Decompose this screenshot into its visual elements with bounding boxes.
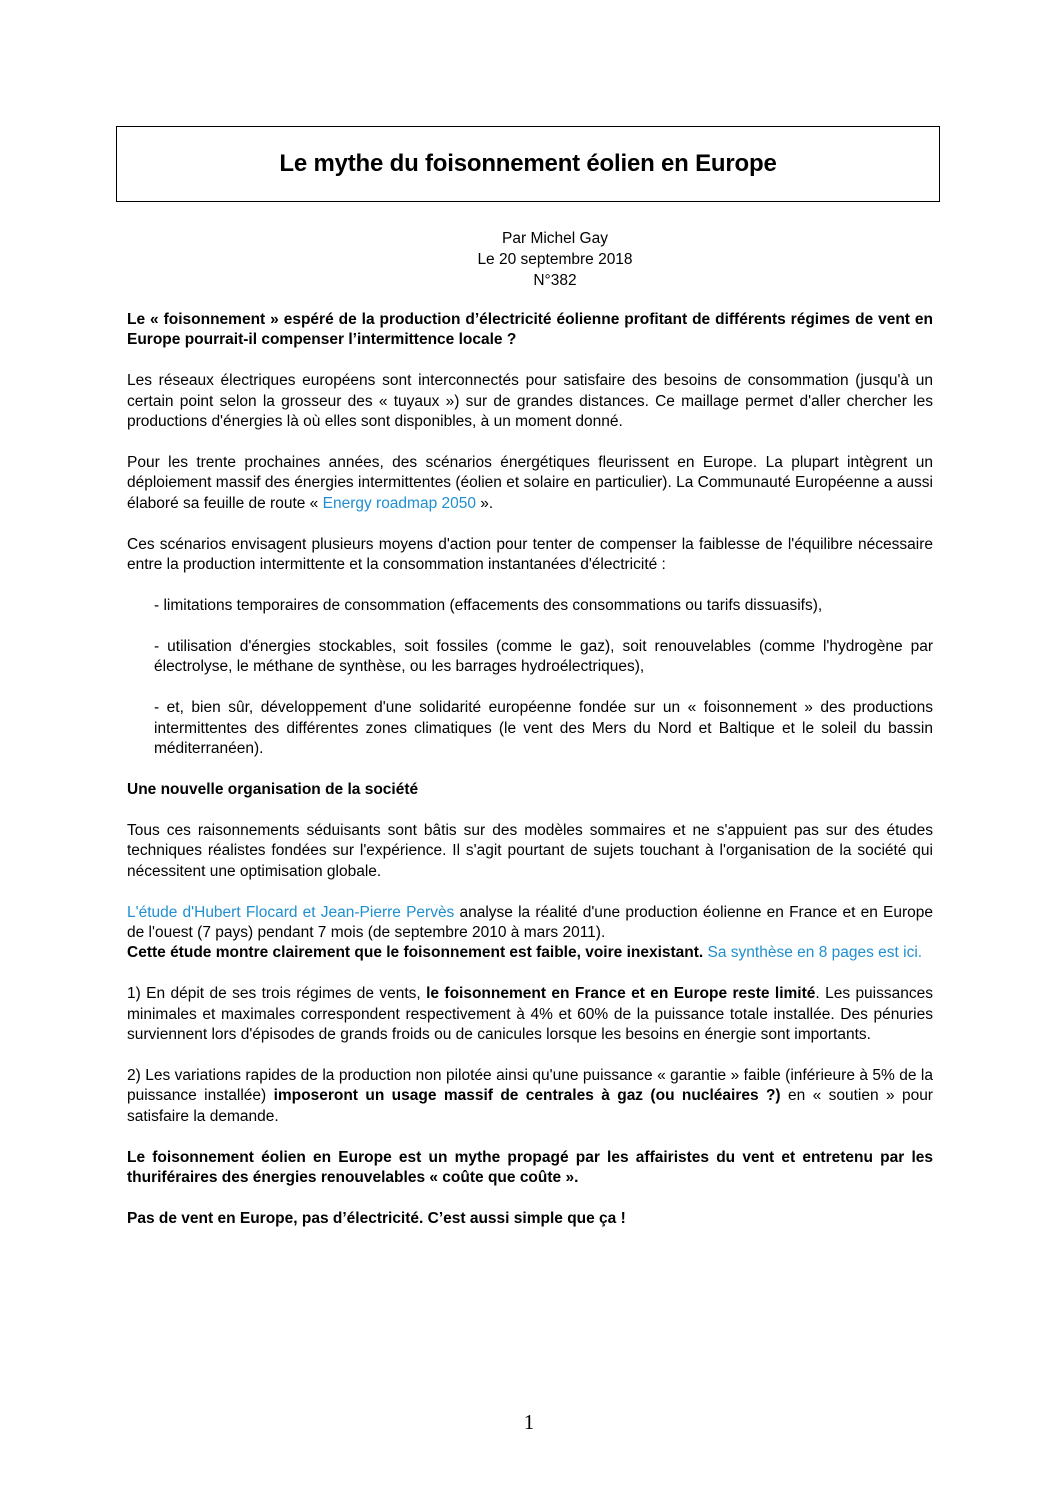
document-title: Le mythe du foisonnement éolien en Europe: [279, 150, 777, 177]
author: Par Michel Gay: [502, 230, 608, 247]
point-2-lead: 2) Les variations rapides de la production non pilotée ainsi qu'une puissance « garantie » faible (inférieure à 5% de la puissance installée): [127, 1067, 933, 1105]
synthesis-link[interactable]: Sa synthèse en 8 pages est ici.: [707, 944, 923, 962]
study-conclusion-bold: Cette étude montre clairement que le foisonnement est faible, voire inexistant: [127, 944, 699, 962]
paragraph-myth: Le foisonnement éolien en Europe est un mythe propagé par les affairistes du vent et entretenu par les thuriféraires des énergies renouvelables « coûte que coûte ».: [127, 1148, 933, 1187]
paragraph-scenarios-end: ».: [476, 494, 494, 512]
point-1-lead: 1) En dépit de ses trois régimes de vents,: [127, 985, 427, 1003]
paragraph-point-2: [127, 1066, 933, 1127]
paragraph-study: [127, 903, 933, 944]
paragraph-scenarios-text: Pour les trente prochaines années, des scénarios énergétiques fleurissent en Europe. La plupart intègrent un déploiement massif des énergies intermittentes (éolien et solaire en particulier). La Communauté Européenne a aussi élaboré sa feuille de route «: [127, 454, 933, 512]
point-1-text: . Les puissances minimales et maximales correspondent respectivement à 4% et 60% de la puissance totale installée. Des pénuries surviennent lors d'épisodes de grands froids ou de canicules lorsque les besoins en énergie sont importants.: [127, 985, 933, 1044]
paragraph-point-1: [127, 984, 933, 1045]
intro-paragraph: Le « foisonnement » espéré de la production d’électricité éolienne profitant de différents régimes de vent en Europe pourrait-il compenser l’intermittence locale ?: [127, 311, 933, 349]
paragraph-networks: Les réseaux électriques européens sont interconnectés pour satisfaire des besoins de consommation (jusqu'à un certain point selon la grosseur des « tuyaux ») sur de grandes distances. Ce maillage permet d'aller chercher les productions d'énergies là où elles sont disponibles, à un moment donné.: [127, 372, 933, 431]
paragraph-reasoning: Tous ces raisonnements séduisants sont bâtis sur des modèles sommaires et ne s'appuient pas sur des études techniques réalistes fondées sur l'expérience. Il s'agit pourtant de sujets touchant à l'organisation de la société qui nécessitent une optimisation globale.: [127, 821, 933, 880]
point-1-bold: le foisonnement en France et en Europe reste limité: [426, 985, 816, 1003]
energy-roadmap-link[interactable]: Energy roadmap 2050: [322, 494, 476, 512]
point-2-bold: imposeront un usage massif de centrales à gaz (ou nucléaires ?): [273, 1087, 781, 1105]
bullet-storage: [154, 637, 933, 678]
paragraph-means: Ces scénarios envisagent plusieurs moyens d'action pour tenter de compenser la faiblesse de l'équilibre nécessaire entre la production intermittente et la consommation instantanées d'électricité :: [127, 535, 933, 574]
bullet-solidarity-text: fondée sur un « foisonnement » des productions intermittentes des différentes zones climatiques (le vent des Mers du Nord et Baltique et le soleil du bassin méditerranéen).: [154, 699, 933, 758]
point-2-text: en « soutien » pour satisfaire la demande.: [127, 1087, 933, 1125]
bullet-storage-lead: - utilisation d'énergies stockables: [154, 637, 392, 655]
publication-date: Le 20 septembre 2018: [477, 251, 633, 268]
bullet-solidarity-key: développement d'une solidarité européenne: [260, 699, 572, 717]
title-box: [116, 126, 940, 202]
page-number: 1: [523, 1410, 535, 1434]
paragraph-study-text: analyse la réalité d'une production éolienne en France et en Europe de l'ouest (7 pays) pendant 7 mois (de septembre 2010 à mars 2011).: [127, 903, 933, 942]
paragraph-scenarios: [127, 453, 933, 514]
article-body: [127, 310, 933, 1250]
study-conclusion-dot: .: [698, 944, 708, 962]
bullet-limitations: - limitations temporaires de consommation (effacements des consommations ou tarifs dissuasifs),: [154, 597, 823, 615]
byline: [0, 228, 1058, 291]
section-heading: Une nouvelle organisation de la société: [127, 781, 419, 798]
bullet-storage-text: , soit fossiles (comme le gaz), soit renouvelables (comme l'hydrogène par électrolyse, le méthane de synthèse, ou les barrages hydroélectriques),: [154, 637, 934, 676]
paragraph-final: Pas de vent en Europe, pas d’électricité. C’est aussi simple que ça !: [127, 1210, 626, 1228]
bullet-solidarity: [154, 698, 933, 759]
bullet-solidarity-lead: - et, bien sûr,: [154, 699, 261, 717]
issue-number: N°382: [533, 272, 577, 289]
paragraph-conclusion-study: [127, 943, 933, 963]
study-link[interactable]: L'étude d'Hubert Flocard et Jean-Pierre Pervès: [127, 903, 455, 921]
